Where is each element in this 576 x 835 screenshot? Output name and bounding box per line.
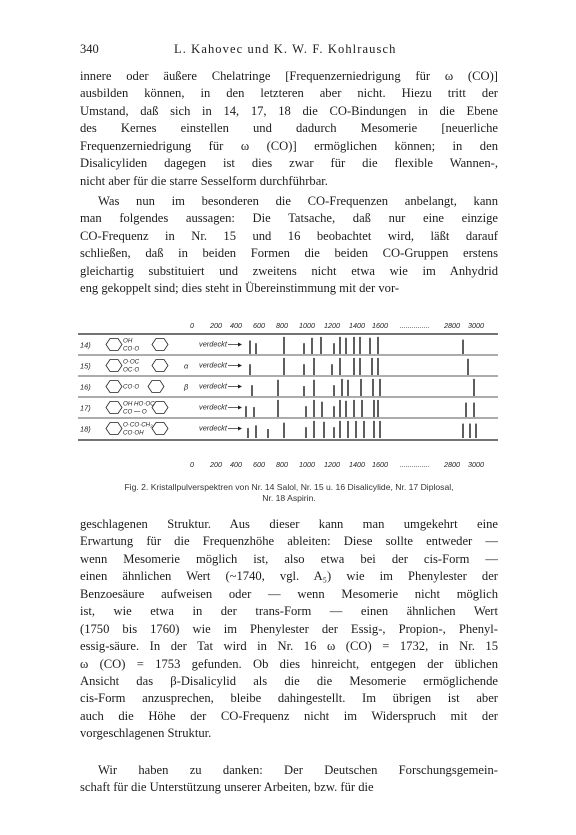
text-line: ausbilden können, in den letzteren aber nicht. Hiezu tritt der <box>80 86 498 101</box>
substituent-label: CO·O <box>123 345 140 353</box>
row-label: 18) <box>80 424 91 434</box>
text-line: einen ähnlichen Wert (~1740, vgl. A₅) wie im Phenylester der <box>80 569 498 584</box>
axis-break-bottom: ............... <box>400 460 430 469</box>
verdeckt-arrowhead <box>238 364 242 368</box>
axis-tick-label-bottom: 2800 <box>444 460 460 469</box>
axis-tick-label-bottom: 600 <box>253 460 265 469</box>
spectra-figure <box>78 318 502 470</box>
text-line: Frequenzerniedrigung für ω (CO)] ermöglichen können; in den <box>80 138 498 153</box>
row-label: 15) <box>80 361 91 371</box>
text-line: geschlagenen Struktur. Aus dieser kann man umgekehrt eine <box>80 517 498 531</box>
text-line: schaft für die Unterstützung unserer Arbeiten, bzw. für die <box>80 780 374 795</box>
text-line: Benzoesäure aufweisen oder — wenn Mesomerie nicht möglich <box>80 586 498 601</box>
row-label: 16) <box>80 382 91 392</box>
text-line: Disalicyliden dagegen ist dies zwar für die flexible Wannen-, <box>80 156 498 171</box>
running-authors: L. Kahovec und K. W. F. Kohlrausch <box>174 42 397 56</box>
benzene-ring <box>106 402 122 414</box>
text-line: cis-Form anzusprechen, bleibe dahingestellt. Im übrigen ist aber <box>80 691 498 706</box>
verdeckt-label: verdeckt <box>199 381 227 391</box>
row-label: 17) <box>80 403 91 413</box>
text-line: gleichartig substituiert und zweitens nicht etwa wie im Anhydrid <box>80 263 498 278</box>
benzene-ring-2 <box>152 360 168 372</box>
text-line: innere oder äußere Chelatringe [Frequenzerniedrigung für ω (CO)] <box>80 69 498 83</box>
substituent-label: CO — O <box>123 408 147 416</box>
paragraph-3 <box>80 516 498 743</box>
text-line: CO-Frequenz in Nr. 15 und 16 beobachtet wird, läßt darauf <box>80 228 498 243</box>
verdeckt-label: verdeckt <box>199 402 227 412</box>
text-line: ω (CO) = 1753 gefunden. Ob dies hinreicht, entgegen der üblichen <box>80 656 498 671</box>
verdeckt-arrowhead <box>238 406 242 410</box>
page-number: 340 <box>80 42 99 56</box>
text-line: Umstand, daß sich in 14, 17, 18 die CO-Bindungen in die Ebene <box>80 103 498 118</box>
verdeckt-arrowhead <box>238 427 242 431</box>
verdeckt-label: verdeckt <box>199 360 227 370</box>
verdeckt-label: verdeckt <box>199 423 227 433</box>
text-line: ist, wie etwa in der trans-Form — einen ähnlichen Wert <box>80 604 498 619</box>
verdeckt-arrowhead <box>238 385 242 389</box>
benzene-ring <box>106 339 122 351</box>
axis-tick-label-top: 1600 <box>372 321 388 330</box>
substituent-label: OH <box>123 337 133 345</box>
axis-tick-label-top: 3000 <box>468 321 484 330</box>
axis-tick-label-top: 1400 <box>349 321 365 330</box>
text-line: auch die Höhe der CO-Frequenz nicht im Widerspruch mit der <box>80 708 498 723</box>
axis-tick-label-top: 1200 <box>324 321 340 330</box>
axis-tick-label-top: 1000 <box>299 321 315 330</box>
benzene-ring <box>106 381 122 393</box>
text-line: Ansicht das β-Disalicylid als die die Mesomerie ermöglichende <box>80 673 498 688</box>
axis-tick-label-bottom: 200 <box>210 460 222 469</box>
axis-tick-label-top: 2800 <box>444 321 460 330</box>
row-label: 14) <box>80 340 91 350</box>
caption-line-1: Fig. 2. Kristallpulverspektren von Nr. 14 Salol, Nr. 15 u. 16 Disalicylide, Nr. 17 Diplosal, <box>124 482 454 492</box>
axis-tick-label-bottom: 3000 <box>468 460 484 469</box>
axis-tick-label-bottom: 1400 <box>349 460 365 469</box>
text-line: eng gekoppelt sind; dies steht in Übereinstimmung mit der vor- <box>80 281 400 296</box>
paragraph-4 <box>80 762 498 797</box>
axis-tick-label-top: 0 <box>190 321 194 330</box>
running-header <box>80 42 498 60</box>
axis-tick-label-bottom: 400 <box>230 460 242 469</box>
axis-tick-label-bottom: 1600 <box>372 460 388 469</box>
text-line: Was nun im besonderen die CO-Frequenzen anbelangt, kann <box>98 194 498 208</box>
axis-tick-label-bottom: 800 <box>276 460 288 469</box>
benzene-ring-2 <box>148 381 164 393</box>
text-line: Wir haben zu danken: Der Deutschen Forschungsgemein- <box>98 763 498 777</box>
substituent-label: CO·O <box>123 383 140 391</box>
benzene-ring-2 <box>152 339 168 351</box>
axis-break-top: ............... <box>400 321 430 330</box>
isomer-label: α <box>184 361 189 371</box>
axis-tick-label-bottom: 1000 <box>299 460 315 469</box>
paragraph-1 <box>80 68 498 190</box>
isomer-label: β <box>184 382 189 392</box>
axis-tick-label-top: 200 <box>210 321 222 330</box>
text-line: (1750 bis 1760) wie im Phenylester der Essig-, Propion-, Phenyl- <box>80 621 498 636</box>
substituent-label: CO·OH <box>123 429 144 437</box>
paragraph-2 <box>80 193 498 298</box>
substituent-label: O·CO·CH₃ <box>123 421 153 429</box>
substituent-label: OH HO·OC <box>123 400 155 408</box>
axis-tick-label-bottom: 1200 <box>324 460 340 469</box>
text-line: man folgendes aussagen: Die Tatsache, daß nur eine einzige <box>80 211 498 226</box>
text-line: vorgeschlagenen Struktur. <box>80 726 212 741</box>
caption-line-2: Nr. 18 Aspirin. <box>262 493 316 503</box>
benzene-ring <box>106 360 122 372</box>
substituent-label: O·OC <box>123 358 140 366</box>
benzene-ring-2 <box>152 423 168 435</box>
substituent-label: OC·O <box>123 366 140 374</box>
axis-tick-label-top: 600 <box>253 321 265 330</box>
figure-caption <box>80 482 498 504</box>
axis-tick-label-top: 400 <box>230 321 242 330</box>
text-line: des Kernes einstellen und dadurch Mesomerie [neuerliche <box>80 121 498 136</box>
verdeckt-label: verdeckt <box>199 339 227 349</box>
verdeckt-arrowhead <box>238 343 242 347</box>
text-line: Erwartung für die Frequenzhöhe ableiten: Diese sollte entweder — <box>80 534 498 549</box>
benzene-ring <box>106 423 122 435</box>
text-line: nicht aber für die starre Sesselform durchführbar. <box>80 173 328 188</box>
text-line: wenn Mesomerie möglich ist, also etwa bei der cis-Form — <box>80 551 498 566</box>
text-line: schließen, daß in beiden Formen die beiden CO-Gruppen erstens <box>80 246 498 261</box>
text-line: essig-säure. In der Tat wird in Nr. 16 ω (CO) = 1732, in Nr. 15 <box>80 639 498 654</box>
axis-tick-label-bottom: 0 <box>190 460 194 469</box>
axis-tick-label-top: 800 <box>276 321 288 330</box>
